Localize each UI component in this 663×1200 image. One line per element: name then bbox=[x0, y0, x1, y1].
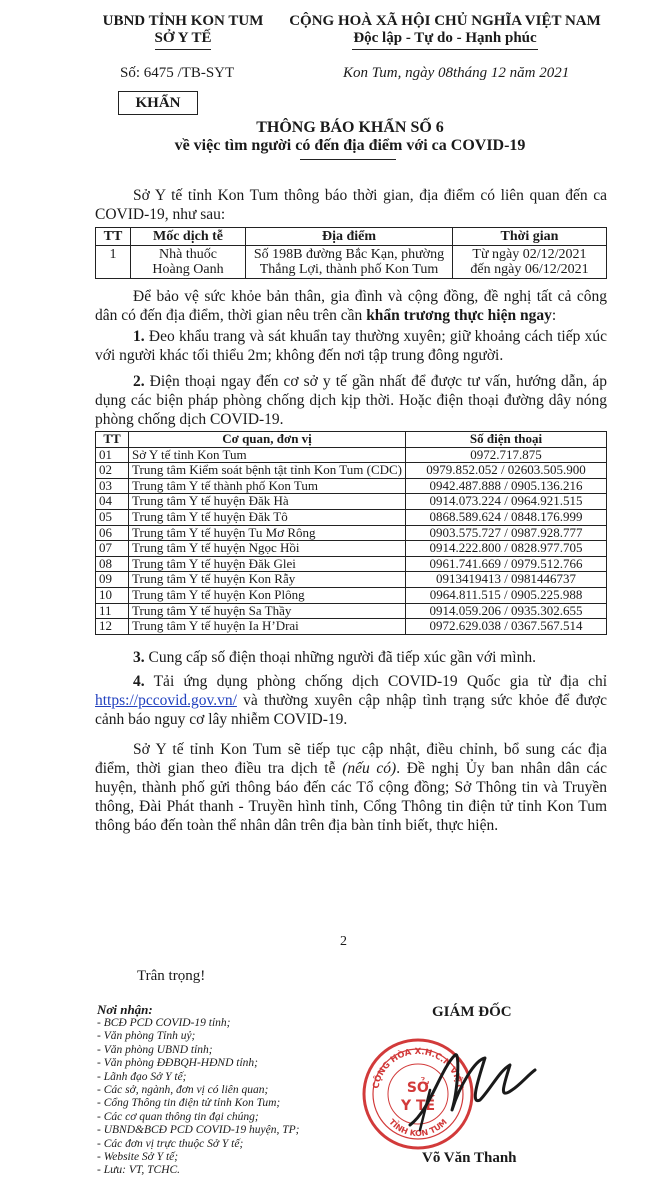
place-date: Kon Tum, ngày 08tháng 12 năm 2021 bbox=[343, 65, 570, 81]
recipient-item: - Văn phòng Tỉnh uỷ; bbox=[97, 1030, 196, 1043]
request-paragraph bbox=[95, 287, 607, 325]
cell-tt: 1 bbox=[96, 246, 131, 279]
locations-table bbox=[95, 227, 607, 279]
cell-tt: 01 bbox=[96, 447, 129, 463]
table-header-row bbox=[96, 432, 607, 448]
recipient-item: - UBND&BCĐ PCD COVID-19 huyện, TP; bbox=[97, 1124, 300, 1137]
cell-unit: Trung tâm Kiểm soát bệnh tật tỉnh Kon Tum (CDC) bbox=[129, 463, 406, 479]
item-2-text: Điện thoại ngay đến cơ sở y tế gần nhất để được tư vấn, hướng dẫn, áp dụng các biện pháp phòng chống dịch kịp thời. Hoặc điện thoại đường dây nóng phòng chống dịch COVID-19. bbox=[95, 373, 607, 428]
table-row bbox=[96, 603, 607, 619]
cell-tt: 08 bbox=[96, 556, 129, 572]
item-4-text-b: và thường xuyên cập nhập tình trạng sức khỏe để được cảnh báo nguy cơ lây nhiễm COVID-19. bbox=[95, 692, 607, 728]
seal-top-text: CỘNG HÒA X.H.C.N VIỆT bbox=[371, 1046, 465, 1090]
table-row bbox=[96, 447, 607, 463]
recipient-item: - Lưu: VT, TCHC. bbox=[97, 1164, 181, 1177]
closing-italic: (nếu có) bbox=[342, 760, 397, 777]
cell-unit: Trung tâm Y tế huyện Đăk Tô bbox=[129, 509, 406, 525]
cell-moc bbox=[131, 246, 246, 279]
table-row bbox=[96, 572, 607, 588]
cell-tt: 03 bbox=[96, 478, 129, 494]
motto-underline bbox=[352, 49, 538, 50]
recipient-item: - Văn phòng UBND tỉnh; bbox=[97, 1043, 213, 1056]
page-number: 2 bbox=[340, 934, 347, 949]
table-row bbox=[96, 509, 607, 525]
table-row bbox=[96, 541, 607, 557]
item-1 bbox=[95, 327, 607, 365]
cell-tt: 07 bbox=[96, 541, 129, 557]
cell-phone: 0972.629.038 / 0367.567.514 bbox=[406, 619, 607, 635]
recipient-item: - Cổng Thông tin điện tử tỉnh Kon Tum; bbox=[97, 1097, 281, 1110]
table-row bbox=[96, 556, 607, 572]
cell-dia-line2: Thắng Lợi, thành phố Kon Tum bbox=[259, 262, 439, 277]
closing-paragraph bbox=[95, 740, 607, 835]
col-header-tt: TT bbox=[96, 432, 129, 448]
hotline-table-body bbox=[96, 447, 607, 634]
item-2 bbox=[95, 372, 607, 429]
table-row bbox=[96, 587, 607, 603]
regards: Trân trọng! bbox=[137, 968, 206, 984]
cell-moc-line2: Hoàng Oanh bbox=[152, 262, 224, 277]
cell-phone: 0942.487.888 / 0905.136.216 bbox=[406, 478, 607, 494]
cell-tt: 05 bbox=[96, 509, 129, 525]
urgent-stamp: KHẨN bbox=[118, 91, 198, 115]
seal-line2: Y TẾ bbox=[400, 1098, 436, 1114]
cell-tt: 09 bbox=[96, 572, 129, 588]
cell-unit: Trung tâm Y tế huyện Tu Mơ Rông bbox=[129, 525, 406, 541]
cell-unit: Sở Y tế tỉnh Kon Tum bbox=[129, 447, 406, 463]
table-row bbox=[96, 478, 607, 494]
request-end: : bbox=[551, 307, 557, 324]
col-header-thoi-gian: Thời gian bbox=[453, 228, 607, 246]
closing-text-b: . Đề nghị Ủy ban nhân dân các huyện, thành phố gửi thông báo đến các Tổ cộng đồng; Sở Thông tin và Truyền thông, Đài Phát thanh - Truyền hình tỉnh, Cổng Thông tin điện tử tỉnh Kon Tum thông báo đến toàn thể nhân dân trên địa bàn tỉnh biết, thực hiện. bbox=[95, 760, 607, 834]
cell-tt: 12 bbox=[96, 619, 129, 635]
col-header-phone: Số điện thoại bbox=[406, 432, 607, 448]
cell-dia-line1: Số 198B đường Bắc Kạn, phường bbox=[253, 247, 445, 262]
cell-unit: Trung tâm Y tế huyện Ngọc Hồi bbox=[129, 541, 406, 557]
handwritten-signature bbox=[400, 1030, 540, 1140]
doc-number: Số: 6475 /TB-SYT bbox=[120, 65, 235, 81]
hotline-table bbox=[95, 431, 607, 635]
item-3 bbox=[95, 648, 607, 667]
item-2-number: 2. bbox=[133, 373, 145, 390]
cell-phone: 0914.059.206 / 0935.302.655 bbox=[406, 603, 607, 619]
cell-phone: 0868.589.624 / 0848.176.999 bbox=[406, 509, 607, 525]
col-header-unit: Cơ quan, đơn vị bbox=[129, 432, 406, 448]
col-header-tt: TT bbox=[96, 228, 131, 246]
title-underline bbox=[300, 159, 396, 160]
cell-unit: Trung tâm Y tế huyện Đăk Hà bbox=[129, 494, 406, 510]
request-text: Để bảo vệ sức khỏe bản thân, gia đình và cộng đồng, đề nghị tất cả công dân có đến địa điểm, thời gian nêu trên cần bbox=[95, 288, 607, 324]
cell-unit: Trung tâm Y tế thành phố Kon Tum bbox=[129, 478, 406, 494]
cell-phone: 0961.741.669 / 0979.512.766 bbox=[406, 556, 607, 572]
signer-name: Võ Văn Thanh bbox=[422, 1150, 517, 1166]
item-4 bbox=[95, 672, 607, 729]
recipient-item: - BCĐ PCD COVID-19 tỉnh; bbox=[97, 1017, 231, 1029]
doc-title: THÔNG BÁO KHẨN SỐ 6 bbox=[256, 119, 444, 136]
intro-paragraph: Sở Y tế tỉnh Kon Tum thông báo thời gian, địa điểm có liên quan đến ca COVID-19, như sau: bbox=[95, 187, 607, 223]
cell-thoi-gian bbox=[453, 246, 607, 279]
recipient-item: - Lãnh đạo Sở Y tế; bbox=[97, 1070, 187, 1083]
item-4-text-a: Tải ứng dụng phòng chống dịch COVID-19 Quốc gia từ địa chỉ bbox=[144, 673, 607, 690]
cell-tt: 10 bbox=[96, 587, 129, 603]
cell-tt: 02 bbox=[96, 463, 129, 479]
col-header-dia-diem: Địa điểm bbox=[246, 228, 453, 246]
table-row bbox=[96, 525, 607, 541]
cell-unit: Trung tâm Y tế huyện Ia H’Drai bbox=[129, 619, 406, 635]
recipients-title: Nơi nhận: bbox=[97, 1002, 153, 1017]
cell-phone: 0903.575.727 / 0987.928.777 bbox=[406, 525, 607, 541]
recipient-item: - Website Sở Y tế; bbox=[97, 1151, 179, 1164]
recipient-item: - Các cơ quan thông tin đại chúng; bbox=[97, 1110, 259, 1123]
item-4-number: 4. bbox=[133, 673, 145, 690]
item-1-number: 1. bbox=[133, 328, 145, 345]
agency-underline bbox=[155, 49, 211, 50]
recipient-item: - Các sở, ngành, đơn vị có liên quan; bbox=[97, 1084, 269, 1097]
request-emphasis: khẩn trương thực hiện ngay bbox=[366, 307, 552, 324]
agency-parent: UBND TỈNH KON TUM bbox=[102, 13, 264, 29]
item-3-number: 3. bbox=[133, 649, 145, 666]
doc-subtitle: về việc tìm người có đến địa điểm với ca COVID-19 bbox=[174, 137, 526, 154]
country-name: CỘNG HOÀ XÃ HỘI CHỦ NGHĨA VIỆT NAM bbox=[289, 13, 601, 29]
table-header-row bbox=[96, 228, 607, 246]
table-row bbox=[96, 463, 607, 479]
cell-phone: 0979.852.052 / 02603.505.900 bbox=[406, 463, 607, 479]
signer-title: GIÁM ĐỐC bbox=[432, 1004, 512, 1020]
motto: Độc lập - Tự do - Hạnh phúc bbox=[353, 30, 537, 46]
pccovid-link[interactable]: https://pccovid.gov.vn/ bbox=[95, 692, 237, 709]
col-header-moc: Mốc dịch tễ bbox=[131, 228, 246, 246]
cell-unit: Trung tâm Y tế huyện Kon Plông bbox=[129, 587, 406, 603]
recipients-list bbox=[97, 1017, 357, 1178]
cell-phone: 0964.811.515 / 0905.225.988 bbox=[406, 587, 607, 603]
recipient-item: - Văn phòng ĐĐBQH-HĐND tỉnh; bbox=[97, 1057, 258, 1070]
recipient-item: - Các đơn vị trực thuộc Sở Y tế; bbox=[97, 1137, 244, 1150]
item-3-text: Cung cấp số điện thoại những người đã tiếp xúc gần với mình. bbox=[144, 649, 536, 666]
cell-phone: 0914.222.800 / 0828.977.705 bbox=[406, 541, 607, 557]
closing-text-a: Sở Y tế tỉnh Kon Tum sẽ tiếp tục cập nhật, điều chỉnh, bổ sung các địa điểm, thời gian theo điều tra dịch tễ bbox=[95, 741, 607, 777]
cell-tt: 04 bbox=[96, 494, 129, 510]
cell-phone: 0972.717.875 bbox=[406, 447, 607, 463]
cell-unit: Trung tâm Y tế huyện Đăk Glei bbox=[129, 556, 406, 572]
seal-line1: SỞ bbox=[406, 1080, 430, 1096]
cell-moc-line1: Nhà thuốc bbox=[159, 247, 217, 262]
table-row bbox=[96, 494, 607, 510]
cell-phone: 0914.073.224 / 0964.921.515 bbox=[406, 494, 607, 510]
cell-tt: 11 bbox=[96, 603, 129, 619]
agency-name: SỞ Y TẾ bbox=[154, 30, 212, 46]
cell-unit: Trung tâm Y tế huyện Kon Rẫy bbox=[129, 572, 406, 588]
cell-tt: 06 bbox=[96, 525, 129, 541]
item-1-text: Đeo khẩu trang và sát khuẩn tay thường xuyên; giữ khoảng cách tiếp xúc với người khác tối thiểu 2m; không đến nơi tập trung đông người. bbox=[95, 328, 607, 364]
cell-time-line1: Từ ngày 02/12/2021 bbox=[472, 247, 587, 262]
recipients-block bbox=[97, 1002, 357, 1178]
cell-unit: Trung tâm Y tế huyện Sa Thầy bbox=[129, 603, 406, 619]
cell-phone: 0913419413 / 0981446737 bbox=[406, 572, 607, 588]
seal-bottom-text: TỈNH KON TUM bbox=[387, 1117, 449, 1139]
cell-dia-diem bbox=[246, 246, 453, 279]
table-row bbox=[96, 246, 607, 279]
table-row bbox=[96, 619, 607, 635]
cell-time-line2: đến ngày 06/12/2021 bbox=[470, 262, 589, 277]
